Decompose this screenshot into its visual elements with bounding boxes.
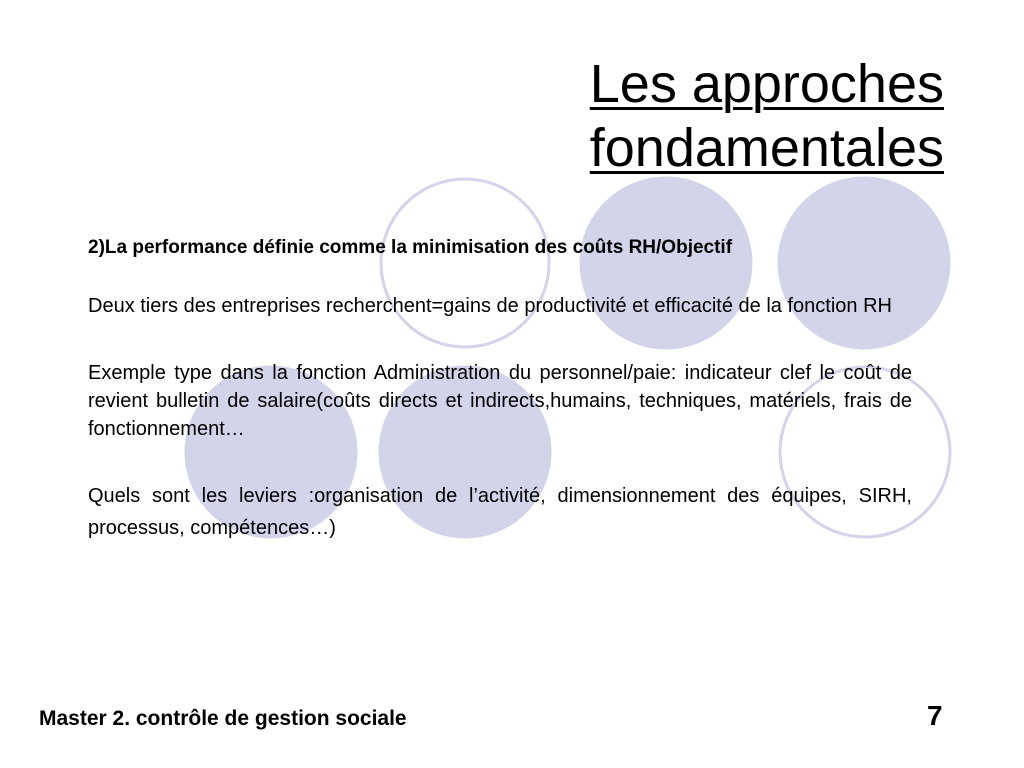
slide-title-line-2: fondamentales xyxy=(589,118,944,178)
slide-title-line-1: Les approches xyxy=(589,54,944,114)
paragraph-heading: 2)La performance définie comme la minimisation des coûts RH/Objectif xyxy=(88,237,733,258)
slide-body xyxy=(88,234,912,544)
page-number: 7 xyxy=(927,700,943,731)
paragraph-levers: Quels sont les leviers :organisation de l’activité, dimensionnement des équipes, SIRH, processus, compétences…) xyxy=(88,485,912,539)
paragraph-example: Exemple type dans la fonction Administration du personnel/paie: indicateur clef le coût de revient bulletin de salaire(coûts directs et indirects,humains, techniques, matériels, frais de fonctionnement… xyxy=(88,362,912,440)
slide-title xyxy=(590,52,944,180)
footer-text: Master 2. contrôle de gestion sociale xyxy=(39,707,407,730)
paragraph-productivity: Deux tiers des entreprises recherchent=gains de productivité et efficacité de la fonction RH xyxy=(88,295,892,317)
